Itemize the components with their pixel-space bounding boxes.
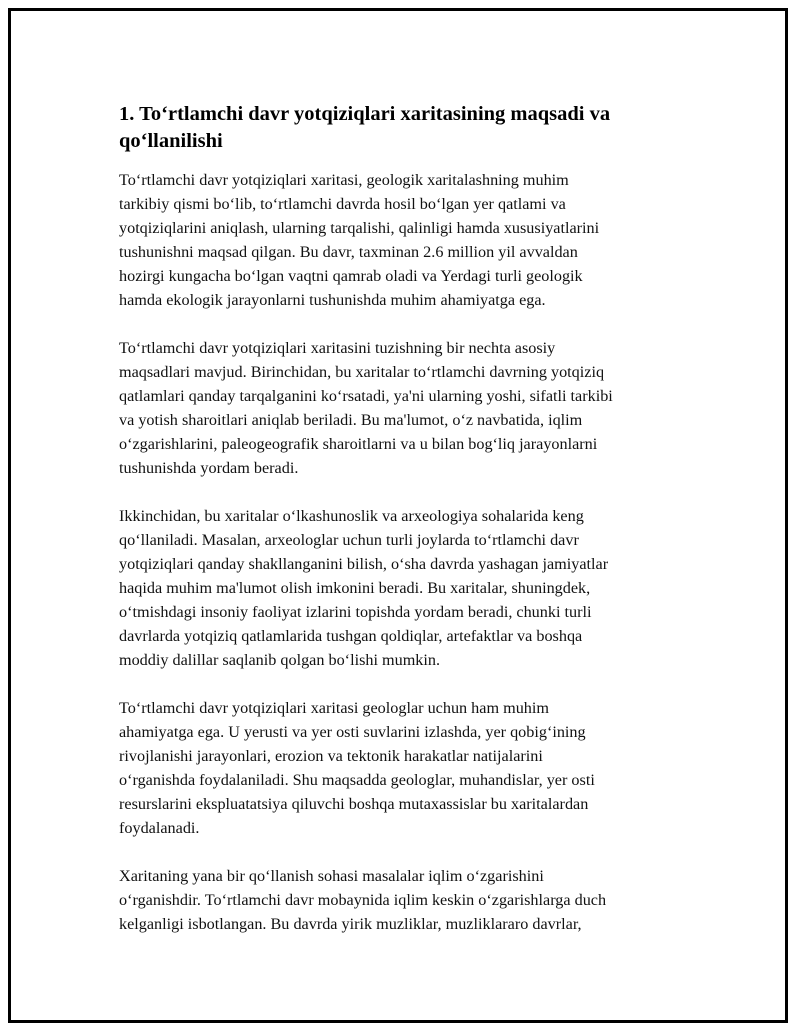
text-line: o‘rganishda foydalaniladi. Shu maqsadda geologlar, muhandislar, yer osti [119,771,595,789]
text-line: To‘rtlamchi davr yotqiziqlari xaritasi, geologik xaritalashning muhim [119,171,569,189]
text-line: yotqiziqlarini aniqlash, ularning tarqalishi, qalinligi hamda xususiyatlarini [119,219,600,237]
text-line: kelganligi isbotlangan. Bu davrda yirik muzliklar, muzliklararo davrlar, [119,915,582,933]
text-line: maqsadlari mavjud. Birinchidan, bu xaritalar to‘rtlamchi davrning yotqiziq [119,363,605,381]
text-line: hamda ekologik jarayonlarni tushunishda muhim ahamiyatga ega. [119,291,546,309]
text-line: hozirgi kungacha bo‘lgan vaqtni qamrab oladi va Yerdagi turli geologik [119,267,583,285]
heading-line: qo‘llanilishi [119,130,223,152]
text-line: o‘zgarishlarini, paleogeografik sharoitlarni va u bilan bog‘liq jarayonlarni [119,435,598,453]
text-line: To‘rtlamchi davr yotqiziqlari xaritasi geologlar uchun ham muhim [119,699,549,717]
text-line: moddiy dalillar saqlanib qolgan bo‘lishi mumkin. [119,651,441,669]
text-line: qatlamlari qanday tarqalganini ko‘rsatadi, ya'ni ularning yoshi, sifatli tarkibi [119,387,613,405]
paragraph [119,504,694,672]
text-line: qo‘llaniladi. Masalan, arxeologlar uchun turli joylarda to‘rtlamchi davr [119,531,579,549]
text-line: To‘rtlamchi davr yotqiziqlari xaritasini tuzishning bir nechta asosiy [119,339,556,357]
text-line: tarkibiy qismi bo‘lib, to‘rtlamchi davrda hosil bo‘lgan yer qatlami va [119,195,566,213]
text-line: o‘rganishdir. To‘rtlamchi davr mobaynida iqlim keskin o‘zgarishlarga duch [119,891,607,909]
text-line: Xaritaning yana bir qo‘llanish sohasi masalalar iqlim o‘zgarishini [119,867,544,885]
text-line: va yotish sharoitlari aniqlab beriladi. Bu ma'lumot, o‘z navbatida, iqlim [119,411,583,429]
paragraph [119,864,694,936]
heading-line: 1. To‘rtlamchi davr yotqiziqlari xaritasining maqsadi va [119,103,611,125]
text-line: haqida muhim ma'lumot olish imkonini beradi. Bu xaritalar, shuningdek, [119,579,591,597]
text-line: Ikkinchidan, bu xaritalar o‘lkashunoslik va arxeologiya sohalarida keng [119,507,584,525]
section-heading [119,101,694,155]
text-line: ahamiyatga ega. U yerusti va yer osti suvlarini izlashda, yer qobig‘ining [119,723,586,741]
paragraph [119,168,694,312]
text-line: resurslarini ekspluatatsiya qiluvchi boshqa mutaxassislar bu xaritalardan [119,795,589,813]
text-line: foydalanadi. [119,819,200,837]
text-line: davrlarda yotqiziq qatlamlarida tushgan qoldiqlar, artefaktlar va boshqa [119,627,583,645]
paragraph [119,696,694,840]
paragraph [119,336,694,480]
text-line: tushunishda yordam beradi. [119,459,299,477]
text-line: yotqiziqlari qanday shakllanganini bilish, o‘sha davrda yashagan jamiyatlar [119,555,609,573]
document-body [119,101,694,960]
text-line: o‘tmishdagi insoniy faoliyat izlarini topishda yordam beradi, chunki turli [119,603,592,621]
page-frame [8,8,788,1023]
text-line: tushunishni maqsad qilgan. Bu davr, taxminan 2.6 million yil avvaldan [119,243,578,261]
text-line: rivojlanishi jarayonlari, erozion va tektonik harakatlar natijalarini [119,747,543,765]
